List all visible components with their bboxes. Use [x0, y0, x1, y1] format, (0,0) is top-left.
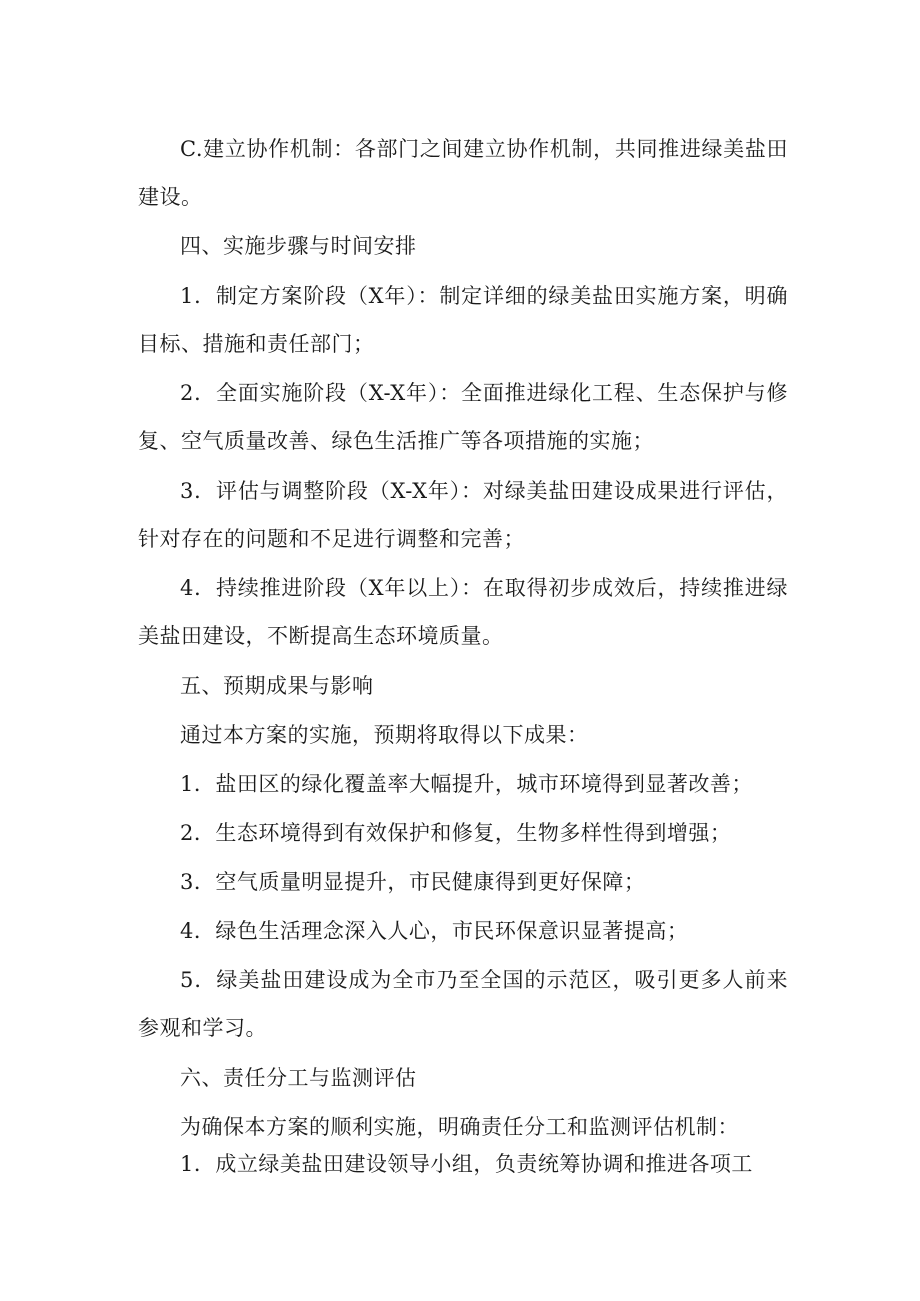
section-heading-4: 四、实施步骤与时间安排: [180, 234, 417, 258]
result-2: 2．生态环境得到有效保护和修复，生物多样性得到增强；: [180, 821, 732, 845]
task-1: 1．成立绿美盐田建设领导小组，负责统筹协调和推进各项工: [180, 1152, 753, 1176]
results-intro: 通过本方案的实施，预期将取得以下成果：: [180, 723, 589, 747]
step-3: 3．评估与调整阶段（X-X年）：对绿美盐田建设成果进行评估，针对存在的问题和不足进行调整和完善；: [138, 479, 788, 551]
result-1: 1．盐田区的绿化覆盖率大幅提升，城市环境得到显著改善；: [180, 772, 753, 796]
result-4: 4．绿色生活理念深入人心，市民环保意识显著提高；: [180, 919, 689, 943]
step-4: 4．持续推进阶段（X年以上）：在取得初步成效后，持续推进绿美盐田建设，不断提高生态环境质量。: [138, 576, 788, 648]
paragraph-collaboration: C.建立协作机制：各部门之间建立协作机制，共同推进绿美盐田建设。: [138, 137, 788, 209]
section-heading-5: 五、预期成果与影响: [180, 674, 374, 698]
section-heading-6: 六、责任分工与监测评估: [180, 1066, 417, 1090]
result-3: 3．空气质量明显提升，市民健康得到更好保障；: [180, 870, 646, 894]
result-5: 5．绿美盐田建设成为全市乃至全国的示范区，吸引更多人前来参观和学习。: [138, 968, 788, 1040]
step-1: 1．制定方案阶段（X年）：制定详细的绿美盐田实施方案，明确目标、措施和责任部门；: [138, 284, 788, 356]
step-2: 2．全面实施阶段（X-X年）：全面推进绿化工程、生态保护与修复、空气质量改善、绿色生活推广等各项措施的实施；: [138, 381, 788, 453]
responsibility-intro: 为确保本方案的顺利实施，明确责任分工和监测评估机制：: [180, 1115, 739, 1139]
